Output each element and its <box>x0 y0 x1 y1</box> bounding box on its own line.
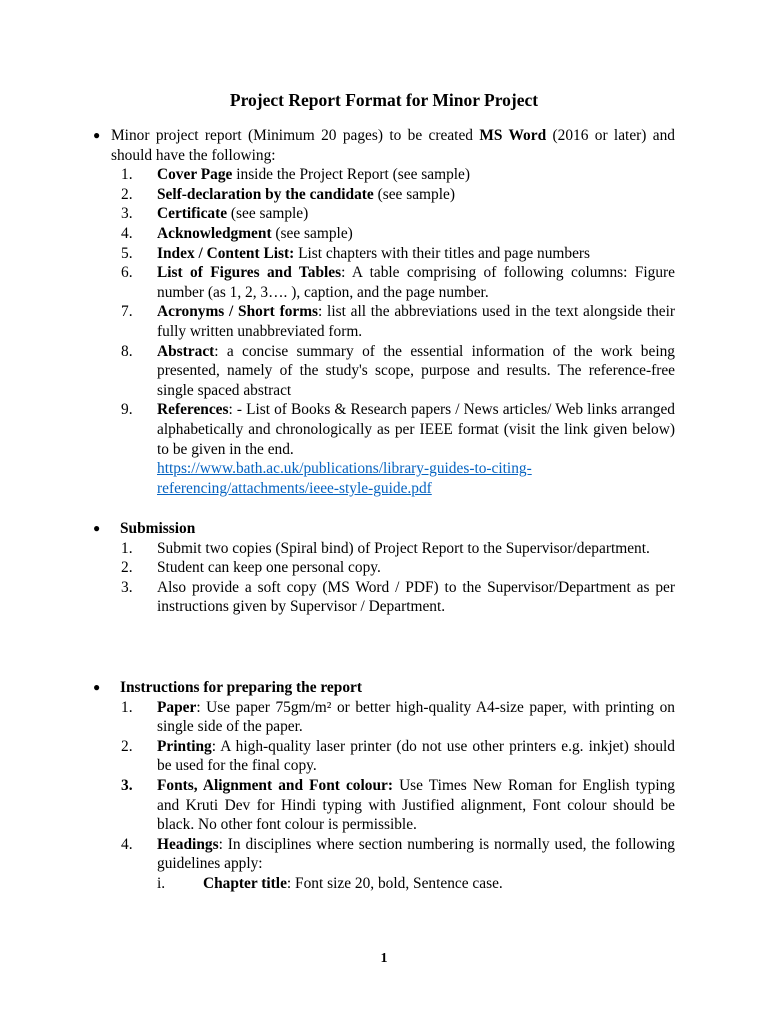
item-text <box>157 224 675 244</box>
sub-item-number: i. <box>157 874 166 892</box>
item-rest: Use Times New Roman for English typing and Kruti Dev for Hindi typing with Justified alignment, Font colour should be black. No other font colour is permissible. <box>157 776 675 834</box>
intro-paragraph <box>111 126 675 165</box>
intro-list <box>0 165 768 498</box>
item-rest: : a concise summary of the essential information of the work being presented, namely of the study's scope, purpose and results. The reference-free single spaced abstract <box>157 342 675 399</box>
item-number: 8. <box>121 342 133 360</box>
item-bold: Index / Content List: <box>157 244 295 262</box>
item-number: 9. <box>121 401 133 419</box>
list-item <box>0 835 768 874</box>
item-text <box>157 204 675 224</box>
item-text <box>157 244 675 264</box>
item-number: 3. <box>121 776 133 794</box>
item-number: 1. <box>121 166 133 184</box>
item-rest: : - List of Books & Research papers / News articles/ Web links arranged alphabetically and chronologically as per IEEE format (visit the link given below) to be given in the end. <box>157 401 675 458</box>
item-text <box>157 776 675 835</box>
list-item <box>0 342 768 401</box>
submission-heading: Submission <box>120 520 196 537</box>
list-item <box>0 244 768 264</box>
sub-item-rest: : Font size 20, bold, Sentence case. <box>286 874 503 892</box>
item-number: 7. <box>121 303 133 321</box>
item-bold: List of Figures and Tables <box>157 264 342 282</box>
item-bold: Cover Page <box>157 166 233 184</box>
list-item <box>0 204 768 224</box>
submission-list <box>0 539 768 617</box>
item-number: 4. <box>121 835 133 853</box>
item-number: 5. <box>121 244 133 262</box>
intro-section <box>0 126 768 498</box>
list-item <box>0 539 768 559</box>
item-bold: Headings <box>157 835 219 853</box>
item-rest: : list all the abbreviations used in the text alongside their fully written unabbreviated form. <box>157 303 676 340</box>
item-number: 2. <box>121 737 133 755</box>
item-rest: : Use paper 75gm/m² or better high-quality A4-size paper, with printing on single side of the paper. <box>157 698 675 736</box>
ieee-guide-link[interactable]: https://www.bath.ac.uk/publications/library-guides-to-citing- <box>157 460 532 478</box>
sub-item-text <box>203 874 675 894</box>
item-rest: (see sample) <box>271 224 353 242</box>
item-text <box>157 342 675 401</box>
item-rest: (see sample) <box>227 205 309 223</box>
item-number: 2. <box>121 559 133 577</box>
item-number: 1. <box>121 539 133 557</box>
item-number: 6. <box>121 264 133 282</box>
item-text <box>157 302 675 341</box>
item-text <box>157 737 675 776</box>
item-number: 1. <box>121 698 133 716</box>
item-rest: : A high-quality laser printer (do not use other printers e.g. inkjet) should be used for the final copy. <box>157 737 675 775</box>
bullet-icon: ● <box>93 521 101 535</box>
item-text: Also provide a soft copy (MS Word / PDF) to the Supervisor/Department as per instructions given by Supervisor / Department. <box>157 578 675 616</box>
item-bold: Self-declaration by the candidate <box>157 185 374 203</box>
list-item <box>0 224 768 244</box>
item-text <box>157 835 675 874</box>
list-item <box>0 400 768 498</box>
item-rest: inside the Project Report (see sample) <box>232 166 471 184</box>
list-item <box>0 165 768 185</box>
submission-section <box>0 519 768 617</box>
item-rest: : In disciplines where section numbering is normally used, the following guidelines apply: <box>157 835 675 873</box>
item-bold: Abstract <box>157 342 215 360</box>
instructions-heading: Instructions for preparing the report <box>120 679 362 696</box>
item-rest: : A table comprising of following columns: Figure number (as 1, 2, 3…. ), caption, and the page number. <box>157 264 675 301</box>
intro-text-a: Minor project report (Minimum 20 pages) to be created <box>111 127 480 144</box>
item-text <box>157 263 675 302</box>
bullet-icon: ● <box>93 128 101 142</box>
item-bold: Acronyms / Short forms <box>157 303 319 321</box>
item-number: 2. <box>121 185 133 203</box>
instructions-list <box>0 698 768 874</box>
item-text <box>157 165 675 185</box>
list-item <box>0 578 768 617</box>
sub-list-item <box>0 874 768 894</box>
list-item <box>0 698 768 737</box>
list-item <box>0 302 768 341</box>
item-bold: References <box>157 401 229 419</box>
item-rest: List chapters with their titles and page numbers <box>294 244 591 262</box>
ieee-guide-link-continued[interactable]: referencing/attachments/ieee-style-guide.pdf <box>157 479 432 497</box>
list-item <box>0 263 768 302</box>
list-item <box>0 776 768 835</box>
item-bold: Acknowledgment <box>157 224 272 242</box>
item-number: 3. <box>121 578 133 596</box>
page-number: 1 <box>380 951 388 966</box>
intro-text-bold: MS Word <box>479 127 547 144</box>
page-title: Project Report Format for Minor Project <box>229 90 539 110</box>
item-number: 3. <box>121 205 133 223</box>
item-rest: (see sample) <box>373 185 455 203</box>
intro-text-c: (2016 or later) and should have the following: <box>111 127 675 164</box>
instructions-section <box>0 678 768 894</box>
item-text: Student can keep one personal copy. <box>157 559 381 577</box>
list-item <box>0 737 768 776</box>
item-bold: Printing <box>157 737 212 755</box>
item-text <box>157 400 675 498</box>
item-bold: Paper <box>157 698 197 716</box>
sub-item-bold: Chapter title <box>203 874 287 892</box>
item-number: 4. <box>121 224 133 242</box>
item-text <box>157 698 675 737</box>
item-text: Submit two copies (Spiral bind) of Project Report to the Supervisor/department. <box>157 539 650 557</box>
list-item <box>0 185 768 205</box>
item-text <box>157 185 675 205</box>
list-item <box>0 558 768 578</box>
item-bold: Fonts, Alignment and Font colour: <box>157 776 393 794</box>
bullet-icon: ● <box>93 680 101 694</box>
item-bold: Certificate <box>157 205 228 223</box>
